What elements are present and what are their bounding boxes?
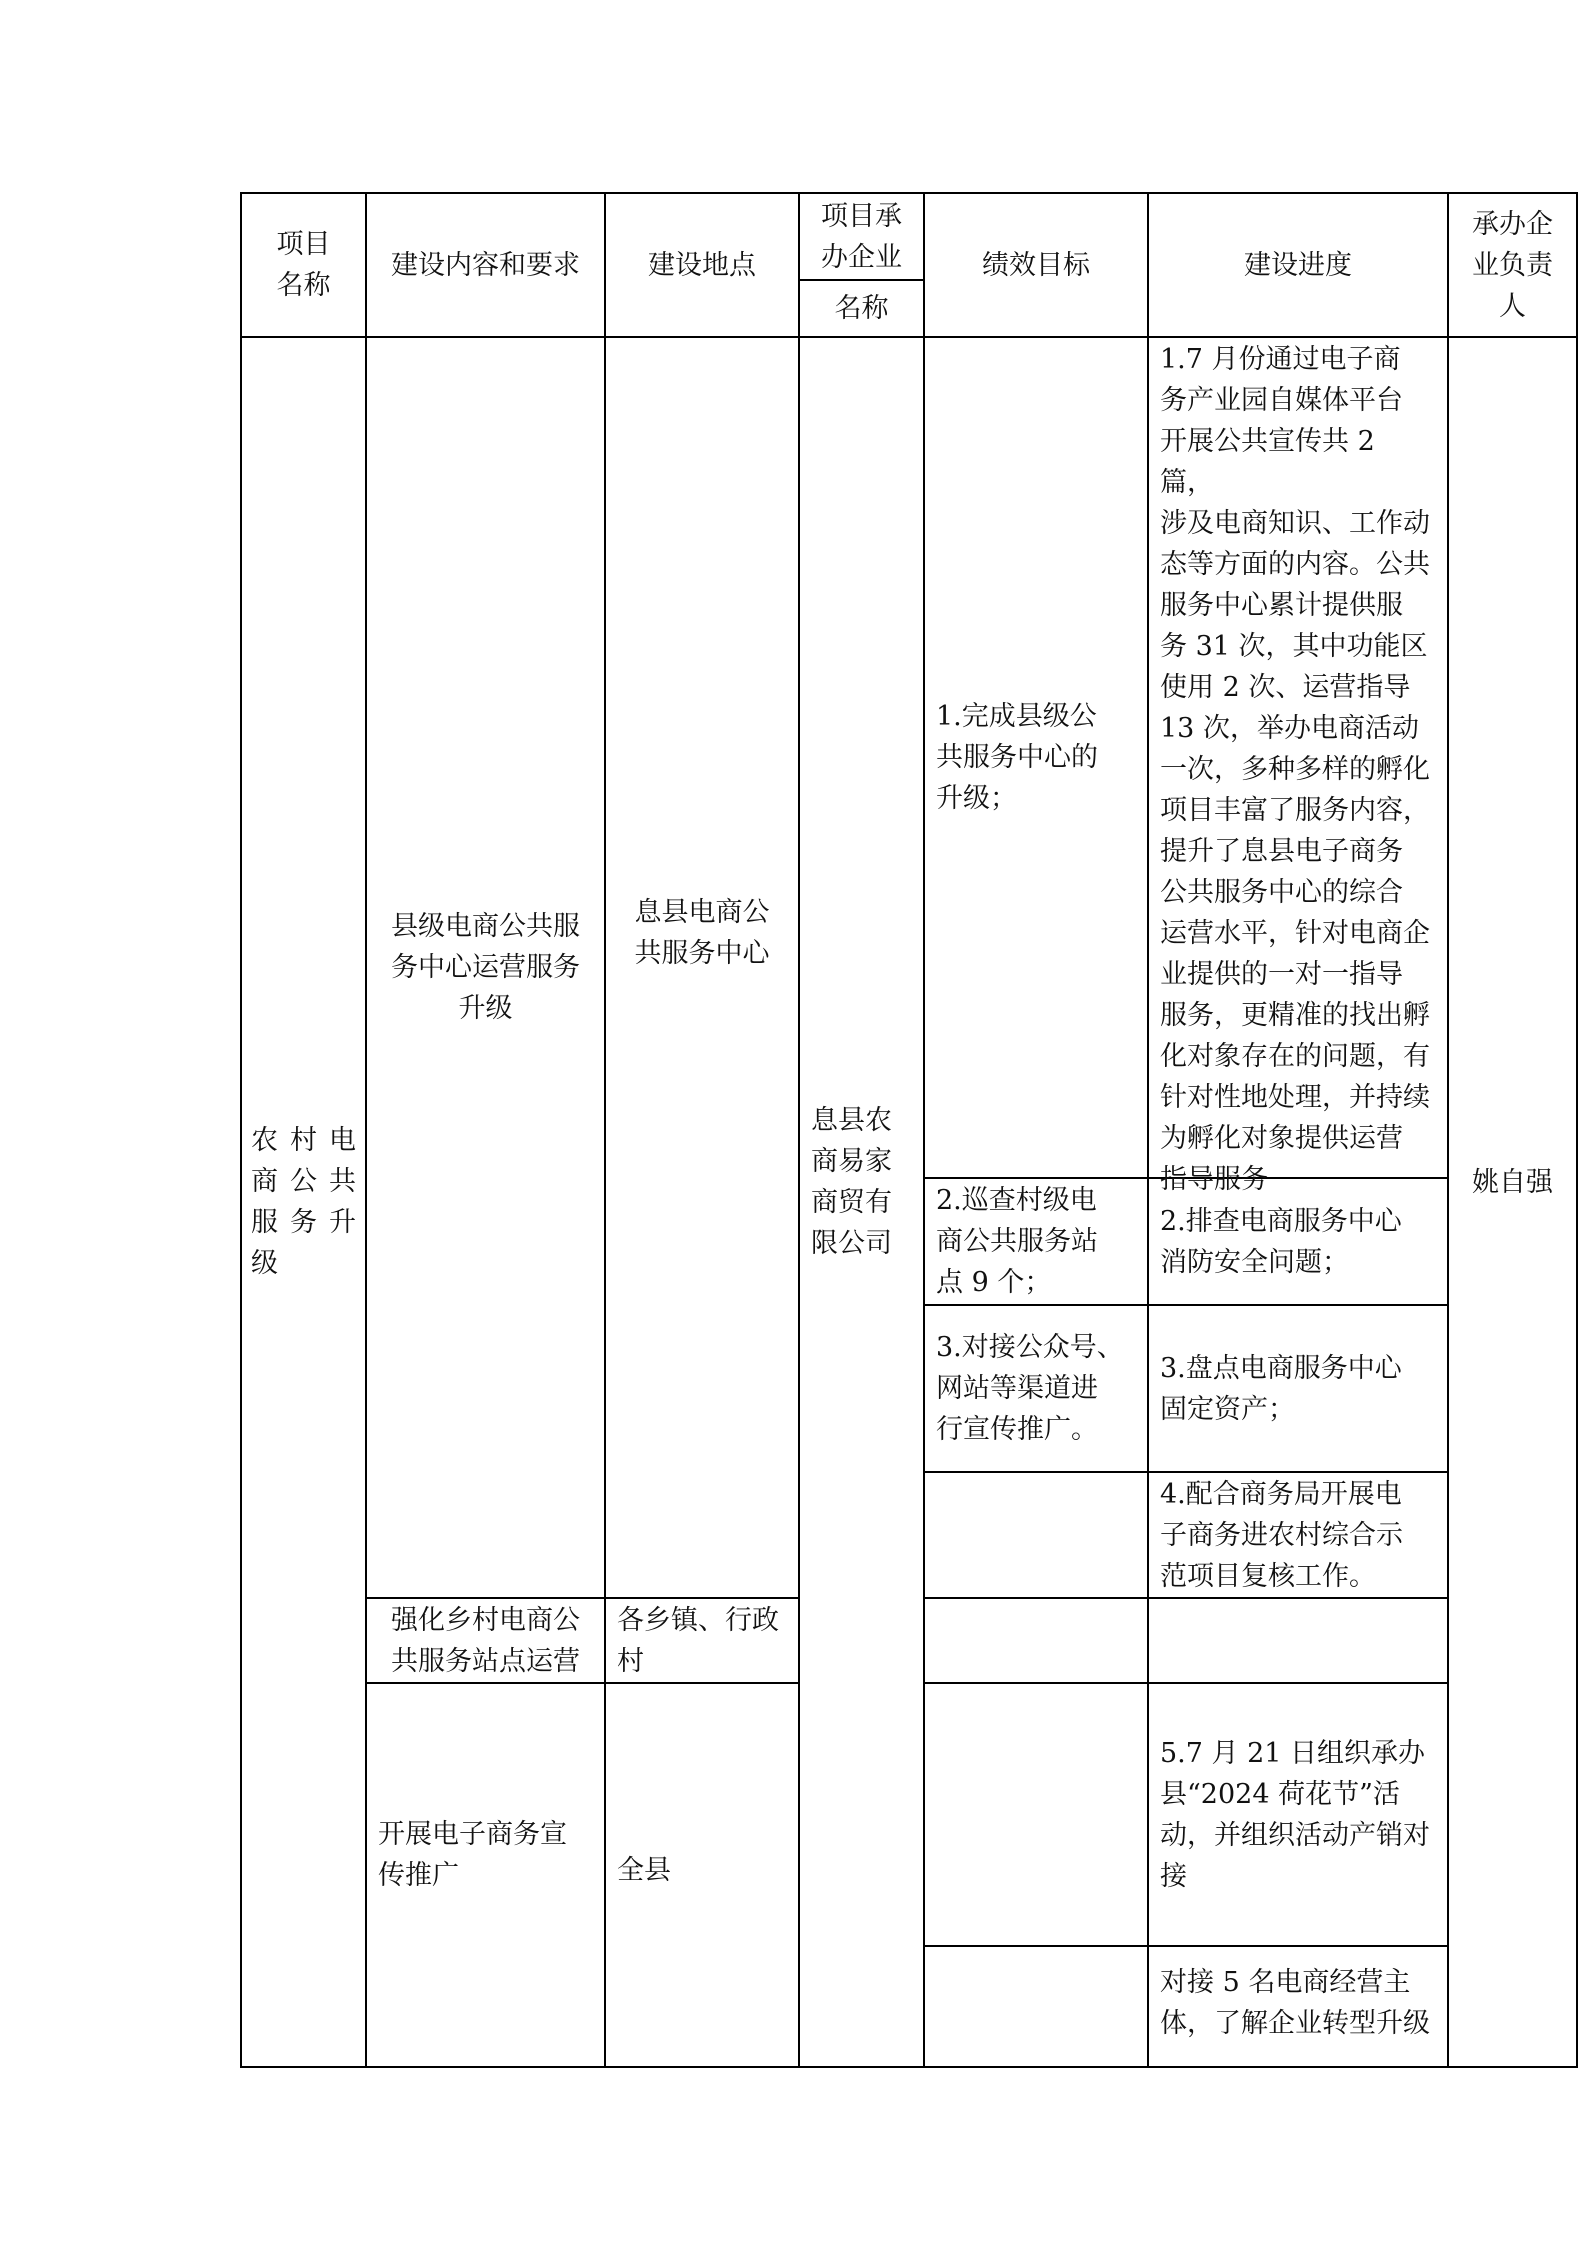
- header-goal-text: 绩效目标: [982, 249, 1090, 281]
- goal-2: [924, 1178, 1148, 1305]
- location-item-3: [605, 1683, 799, 2067]
- progress-4: [1148, 1472, 1448, 1598]
- header-company-bottom-text: 名称: [834, 293, 889, 324]
- progress-7: [1148, 1946, 1448, 2067]
- content-item-3: [366, 1683, 605, 2067]
- goal-1-text: 1.完成县级公 共服务中心的 升级；: [936, 701, 1098, 814]
- goal-1: [924, 337, 1148, 1178]
- header-leader: [1448, 193, 1577, 337]
- goal-3-text: 3.对接公众号、 网站等渠道进 行宣传推广。: [936, 1332, 1124, 1445]
- location-item-3-text: 全县: [617, 1854, 671, 1886]
- header-content-text: 建设内容和要求: [391, 249, 580, 281]
- header-location: [605, 193, 799, 337]
- progress-1: [1148, 337, 1448, 1195]
- content-item-1: [366, 337, 605, 1598]
- progress-7-text: 对接 5 名电商经营主 体，了解企业转型升级: [1160, 1967, 1430, 2039]
- goal-2-text: 2.巡查村级电 商公共服务站 点 9 个；: [936, 1185, 1098, 1298]
- content-item-3-text: 开展电子商务宣 传推广: [378, 1819, 567, 1891]
- header-company-top: [799, 193, 924, 280]
- header-project-name-text: 项目 名称: [276, 229, 331, 301]
- header-location-text: 建设地点: [648, 249, 756, 281]
- progress-6: [1148, 1683, 1448, 1946]
- header-company-top-text: 项目承 办企业: [821, 200, 902, 273]
- progress-1-text: 1.7 月份通过电子商 务产业园自媒体平台 开展公共宣传共 2 篇， 涉及电商知识、工作动 态等方面的内容。公共 服务中心累计提供服 务 31 次，其中功能区 使用 2 次、运营指导 13 次，举办电商活动 一次，多种多样的孵化 项目丰富了服务内容， 提升了息县电子商务 公共服务中心的综合 运营水平，针对电商企 业提供的一对一指导 服务，更精准的找出孵 化对象存在的问题，有 针对性地处理，并持续 为孵化对象提供运营 指导服务: [1160, 344, 1430, 1195]
- progress-2-text: 2.排查电商服务中心 消防安全问题；: [1160, 1205, 1402, 1278]
- header-project-name: [241, 193, 366, 337]
- goal-3: [924, 1305, 1148, 1472]
- progress-6-text: 5.7 月 21 日组织承办 县“2024 荷花节”活 动，并组织活动产销对 接: [1160, 1737, 1430, 1892]
- header-progress-text: 建设进度: [1244, 249, 1352, 281]
- header-company-bottom: [799, 280, 924, 337]
- header-progress: [1148, 193, 1448, 337]
- leader-cell: [1448, 337, 1577, 2067]
- company-cell: [799, 337, 924, 2067]
- progress-3: [1148, 1305, 1448, 1472]
- content-item-2-text: 强化乡村电商公 共服务站点运营: [391, 1604, 580, 1677]
- leader-text: 姚自强: [1472, 1166, 1553, 1198]
- project-name-text: 农村电 商公共 服务升 级: [251, 1125, 356, 1279]
- location-item-2: [605, 1598, 799, 1683]
- company-text: 息县农 商易家 商贸有 限公司: [811, 1105, 892, 1259]
- progress-3-text: 3.盘点电商服务中心 固定资产；: [1160, 1352, 1402, 1425]
- header-goal: [924, 193, 1148, 337]
- location-item-1: [605, 337, 799, 1598]
- progress-4-text: 4.配合商务局开展电 子商务进农村综合示 范项目复核工作。: [1160, 1478, 1403, 1592]
- progress-2: [1148, 1178, 1448, 1305]
- content-item-1-text: 县级电商公共服 务中心运营服务 升级: [391, 911, 580, 1024]
- project-name-cell: [241, 337, 366, 2067]
- location-item-1-text: 息县电商公 共服务中心: [634, 896, 770, 969]
- header-content: [366, 193, 605, 337]
- header-leader-text: 承办企 业负责 人: [1472, 208, 1553, 322]
- content-item-2: [366, 1598, 605, 1683]
- location-item-2-text: 各乡镇、行政 村: [617, 1604, 779, 1677]
